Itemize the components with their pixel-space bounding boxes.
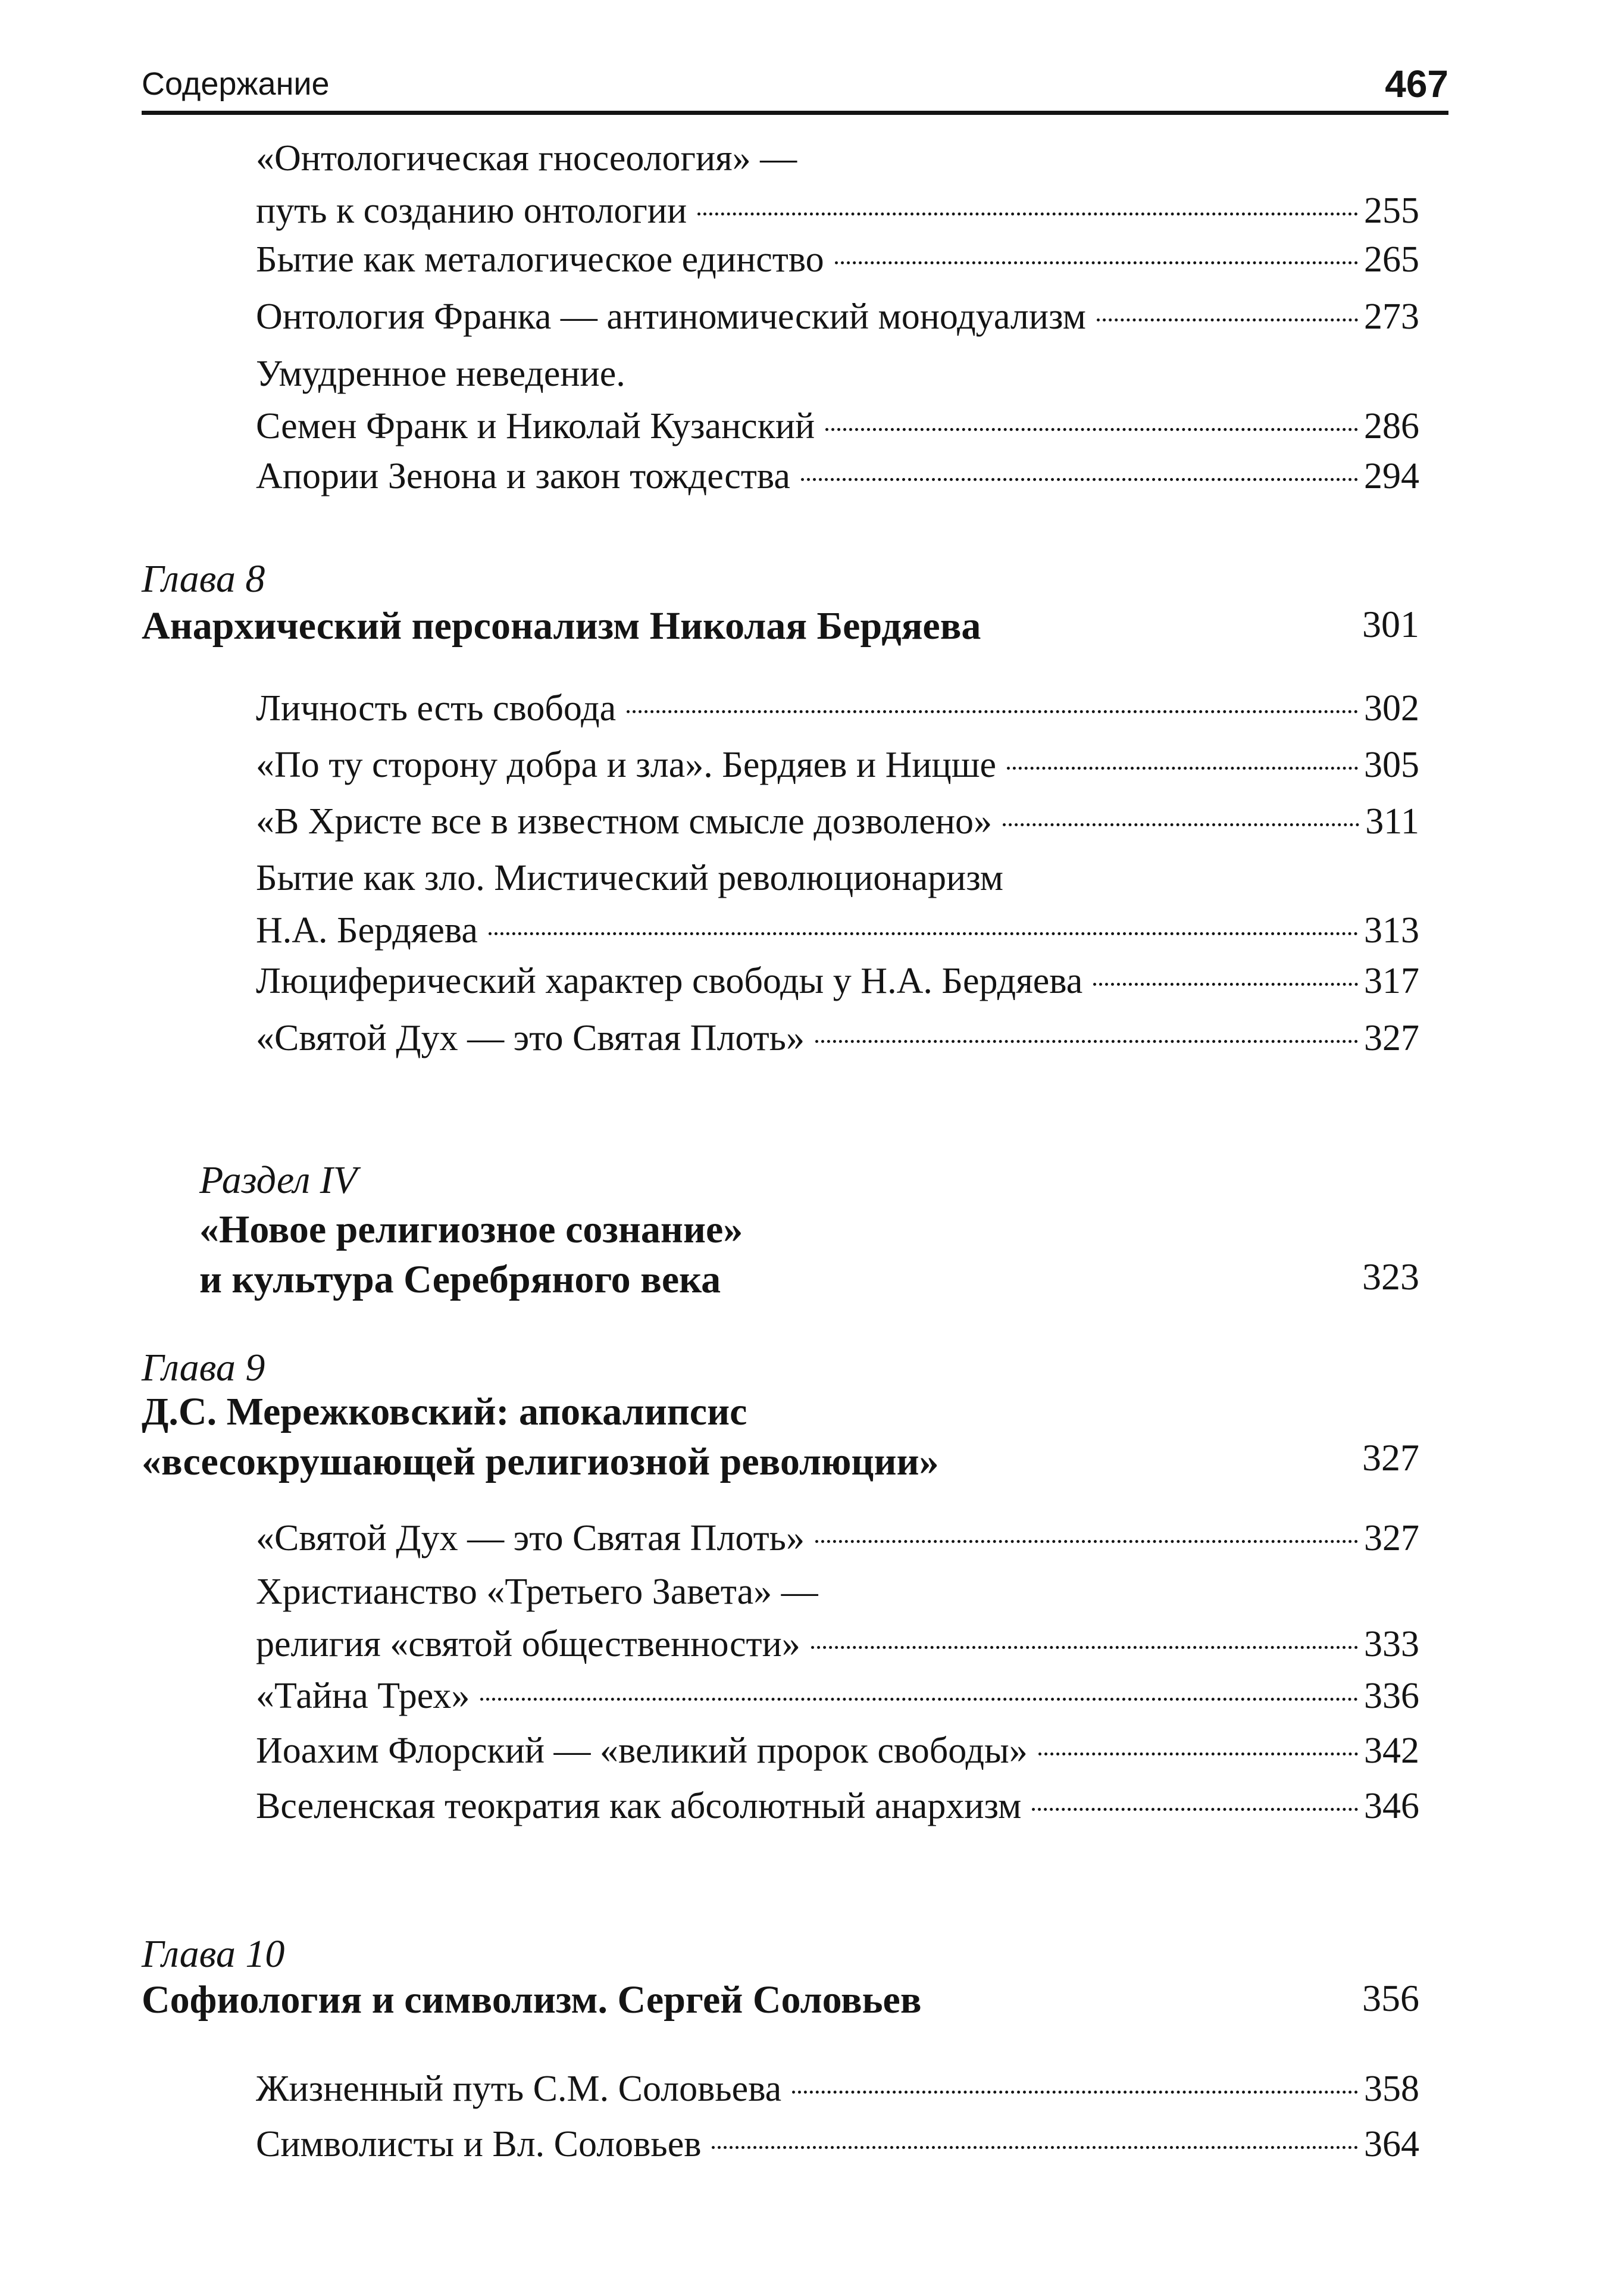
toc-entry-page: 333 [1364,1624,1419,1664]
chapter-page: 356 [1362,1977,1419,2019]
toc-entry[interactable] [256,348,1419,452]
dot-leader [1093,983,1358,986]
toc-entry[interactable] [256,290,1419,343]
running-header [142,57,1448,115]
toc-entry-page: 313 [1364,910,1419,951]
dot-leader [815,1040,1358,1043]
toc-entry-page: 317 [1364,961,1419,1001]
toc-entry-text: Иоахим Флорский — «великий пророк свободы» [256,1730,1028,1771]
toc-entry[interactable] [256,1566,1419,1670]
page-number: 467 [1385,63,1448,105]
toc-entry-page: 286 [1364,406,1419,446]
toc-entry[interactable] [256,795,1419,848]
dot-leader [1038,1753,1358,1755]
toc-entry[interactable] [256,2063,1419,2115]
toc-entry-page: 364 [1364,2124,1419,2164]
chapter-title-line: «всесокрушающей религиозной революции» [142,1440,939,1483]
toc-entry-text: Умудренное неведение. [256,354,625,394]
toc-entry-text: Семен Франк и Николай Кузанский [256,406,815,446]
toc-entry-page: 305 [1364,745,1419,785]
toc-entry[interactable] [256,1512,1419,1564]
toc-entry-text: Н.А. Бердяева [256,910,478,951]
toc-entry-text: Онтология Франка — антиномический монодуализм [256,296,1086,337]
toc-entry-page: 327 [1364,1518,1419,1558]
dot-leader [801,478,1358,481]
toc-entry[interactable] [256,233,1419,286]
chapter-page: 301 [1362,603,1419,645]
toc-entry-text: путь к созданию онтологии [256,190,687,231]
dot-leader [1097,318,1358,321]
dot-leader [811,1646,1358,1649]
dot-leader [697,213,1358,215]
section-title[interactable] [199,1205,743,1305]
toc-entry-text: Люциферический характер свободы у Н.А. Бердяева [256,961,1083,1001]
toc-entry-page: 311 [1365,801,1419,842]
toc-entry-text: «Тайна Трех» [256,1676,470,1716]
toc-entry[interactable] [256,1725,1419,1777]
toc-entry[interactable] [256,1780,1419,1832]
toc-entry-text: Жизненный путь С.М. Соловьева [256,2069,782,2109]
running-header-title: Содержание [142,66,330,102]
toc-entry-text: Вселенская теократия как абсолютный анархизм [256,1786,1022,1826]
section-label: Раздел IV [199,1158,358,1202]
toc-entry-text: Личность есть свобода [256,688,617,729]
toc-entry-page: 273 [1364,296,1419,337]
toc-entry[interactable] [256,132,1419,237]
toc-entry[interactable] [256,955,1419,1007]
toc-entry-page: 358 [1364,2069,1419,2109]
toc-entry-page: 327 [1364,1018,1419,1058]
toc-entry-text: «По ту сторону добра и зла». Бердяев и Ницше [256,745,996,785]
toc-entry-text: «Святой Дух — это Святая Плоть» [256,1018,805,1058]
chapter-title-line: Д.С. Мережковский: апокалипсис [142,1390,747,1433]
toc-entry-page: 255 [1364,190,1419,231]
toc-entry[interactable] [256,1670,1419,1722]
chapter-label: Глава 9 [142,1346,265,1389]
dot-leader [835,261,1358,264]
toc-entry-text: религия «святой общественности» [256,1624,800,1664]
chapter-label: Глава 8 [142,557,265,601]
toc-entry[interactable] [256,1012,1419,1064]
dot-leader [712,2146,1358,2149]
toc-entry-text: Символисты и Вл. Соловьев [256,2124,702,2164]
toc-entry[interactable] [256,682,1419,735]
toc-entry[interactable] [256,739,1419,791]
section-title-line: «Новое религиозное сознание» [199,1208,743,1251]
chapter-page: 327 [1362,1436,1419,1479]
chapter-label: Глава 10 [142,1932,285,1976]
toc-entry-text: Бытие как зло. Мистический революционаризм [256,858,1004,898]
toc-entry-page: 342 [1364,1730,1419,1771]
dot-leader [815,1540,1358,1543]
toc-entry-page: 294 [1364,456,1419,496]
toc-entry-text: «Святой Дух — это Святая Плоть» [256,1518,805,1558]
dot-leader [825,428,1358,431]
toc-entry-page: 265 [1364,239,1419,280]
dot-leader [480,1698,1358,1701]
toc-entry[interactable] [256,852,1419,957]
section-page: 323 [1362,1255,1419,1298]
toc-entry[interactable] [256,450,1419,502]
toc-entry-text: «В Христе все в известном смысле дозволено» [256,801,993,842]
toc-entry-text: Христианство «Третьего Завета» — [256,1572,818,1612]
dot-leader [489,932,1358,935]
dot-leader [627,710,1358,713]
toc-entry-text: Бытие как металогическое единство [256,239,824,280]
chapter-title[interactable]: Анархический персонализм Николая Бердяева [142,604,981,648]
toc-entry-text: Апории Зенона и закон тождества [256,456,790,496]
toc-entry-page: 302 [1364,688,1419,729]
chapter-title[interactable] [142,1387,939,1487]
chapter-title[interactable]: Софиология и символизм. Сергей Соловьев [142,1978,922,2022]
dot-leader [1032,1808,1358,1811]
dot-leader [792,2091,1358,2094]
dot-leader [1007,767,1358,770]
section-title-line: и культура Серебряного века [199,1258,721,1301]
dot-leader [1003,823,1359,826]
toc-entry-text: «Онтологическая гносеология» — [256,138,797,179]
toc-entry-page: 346 [1364,1786,1419,1826]
toc-entry-page: 336 [1364,1676,1419,1716]
toc-entry[interactable] [256,2118,1419,2170]
